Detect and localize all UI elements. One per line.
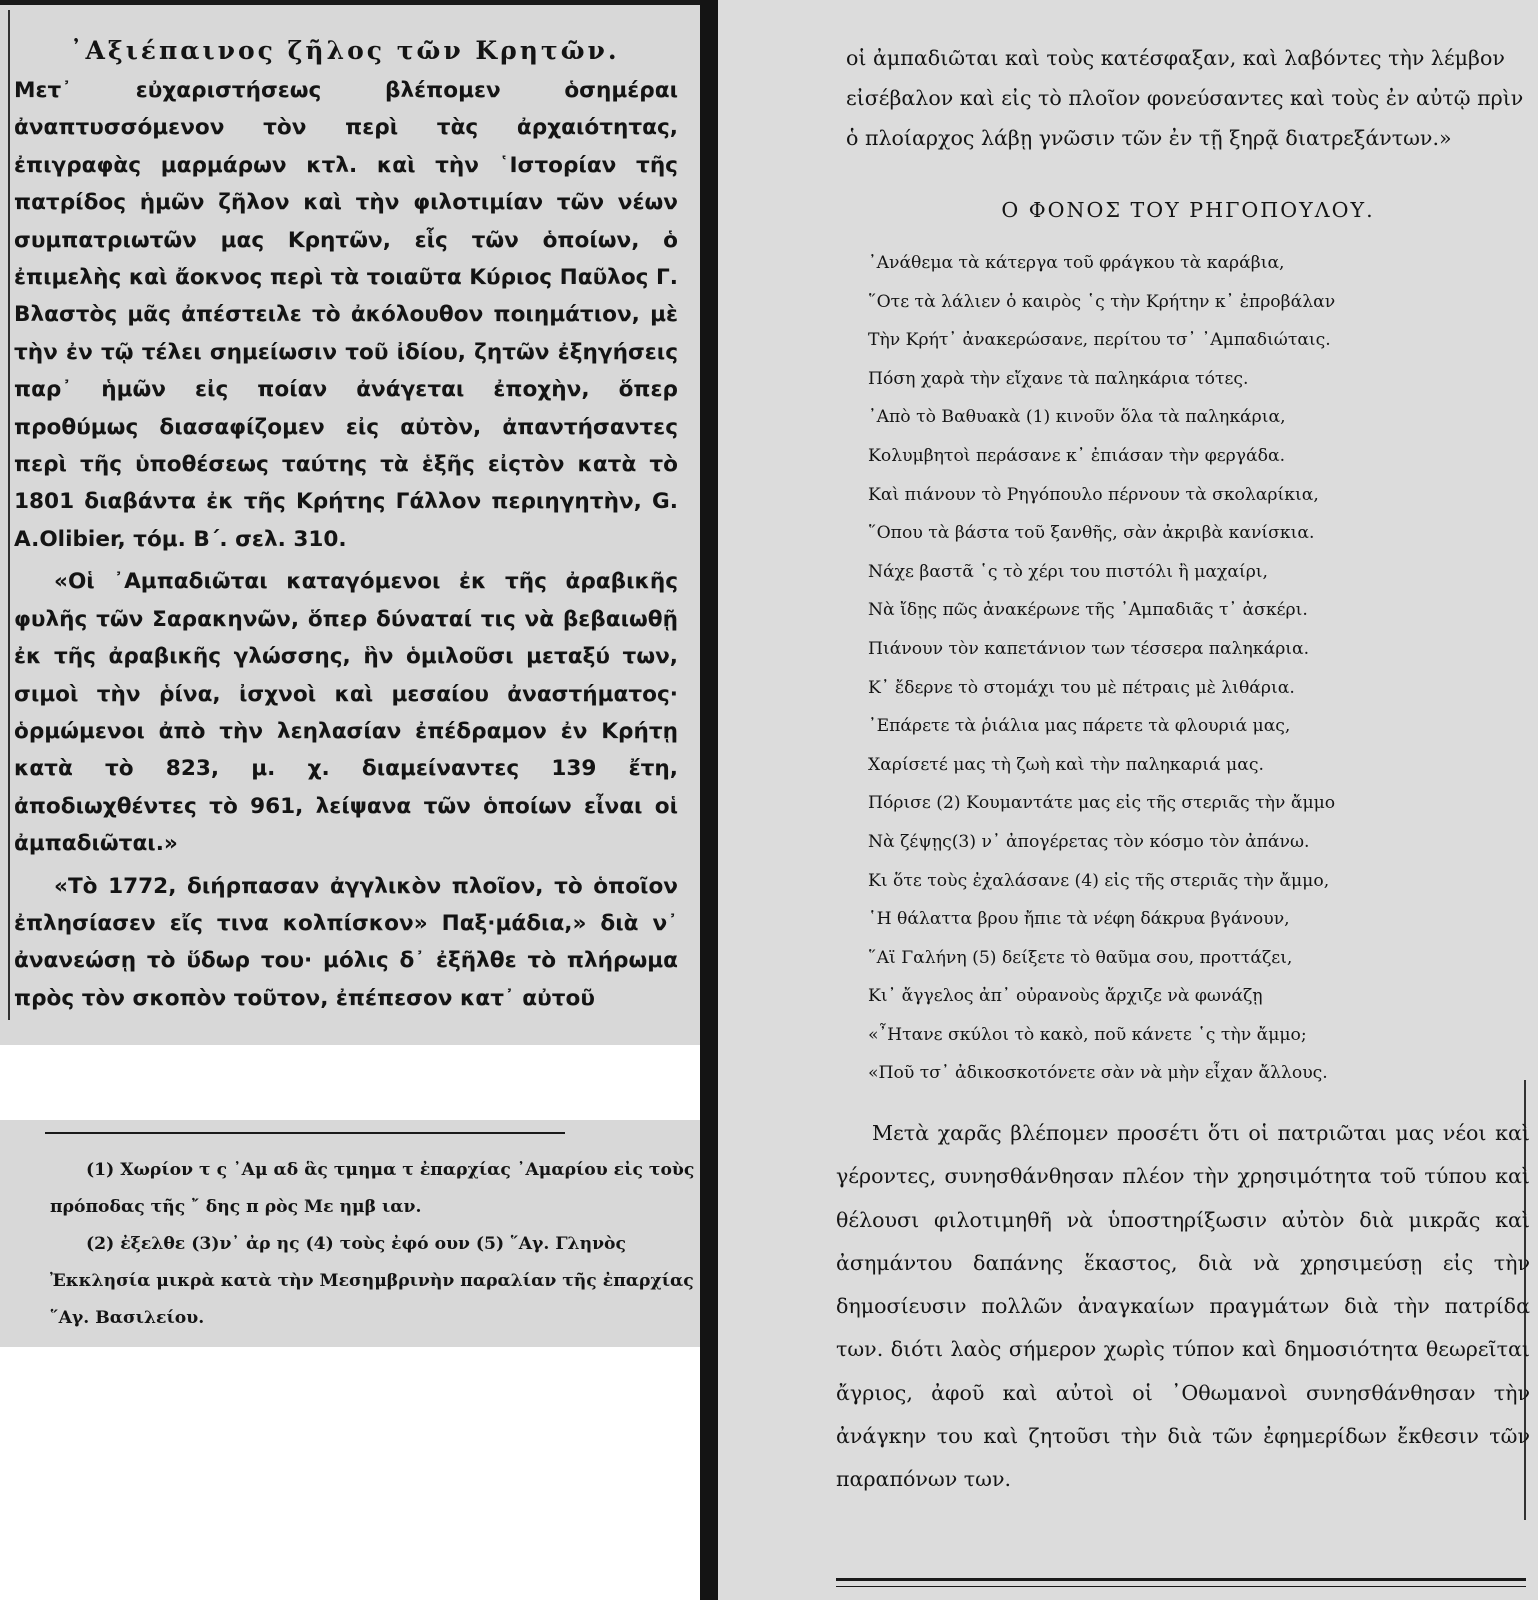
- poem-line: «῏Ητανε σκύλοι τὸ κακὸ, ποῦ κάνετε ῾ς τὴν ἄμμο;: [868, 1024, 1307, 1045]
- article-paragraph: «Οἱ ᾿Αμπαδιῶται καταγόμενοι ἐκ τῆς ἀραβικῆς φυλῆς τῶν Σαρακηνῶν, ὅπερ δύναταί τις νὰ βεβαιωθῇ ἐκ τῆς ἀραβικῆς γλώσσης, ἣν ὁμιλοῦσι μεταξύ των, σιμοὶ τὴν ῥίνα, ἰσχνοὶ καὶ μεσαίου ἀναστήματος· ὁρμώμενοι ἀπὸ τὴν λεηλασίαν ἐπέδραμον ἐν Κρήτῃ κατὰ τὸ 823, μ. χ. διαμείναντες 139 ἔτη, ἀποδιωχθέντες τὸ 961, λείψανα τῶν ὁποίων εἶναι οἱ ἀμπαδιῶται.»: [14, 569, 678, 857]
- poem-line: «Ποῦ τσ᾿ ἀδικοσκοτόνετε σὰν νὰ μὴν εἶχαν ἄλλους.: [868, 1063, 1328, 1084]
- poem-line: ᾿Ανάθεμα τὰ κάτεργα τοῦ φράγκου τὰ καράβια,: [868, 253, 1285, 273]
- poem-line: Πόση χαρὰ τὴν εἴχανε τὰ παληκάρια τότες.: [868, 368, 1249, 389]
- column-edge-rule: [8, 10, 10, 1020]
- poem-line: Πόρισε (2) Κουμαντάτε μας εἰς τῆς στεριᾶς τὴν ἄμμο: [868, 793, 1336, 814]
- footnotes: [50, 1152, 718, 1337]
- poem-line: Κι ὅτε τοὺς ἐχαλάσανε (4) εἰς τῆς στεριᾶς τὴν ἄμμο,: [868, 870, 1330, 891]
- article-body: [14, 72, 678, 1017]
- poem-line: Τὴν Κρήτ᾿ ἀνακερώσανε, περίτου τσ᾿ ᾿Αμπαδιώταις.: [868, 330, 1331, 351]
- poem-line: Νὰ ἴδῃς πῶς ἀνακέρωνε τῆς ᾿Αμπαδιᾶς τ᾿ ἀσκέρι.: [868, 600, 1308, 621]
- poem-line: ᾿Απὸ τὸ Βαθυακὰ (1) κινοῦν ὅλα τὰ παληκάρια,: [868, 407, 1286, 428]
- bottom-rule: [836, 1578, 1526, 1581]
- article-title: ᾿Αξιέπαινος ζῆλος τῶν Κρητῶν.: [70, 36, 620, 65]
- bottom-rule-thin: [836, 1586, 1526, 1587]
- left-article-clipping: [0, 0, 700, 1045]
- top-rule: [0, 0, 700, 5]
- footnote-rule: [45, 1132, 565, 1134]
- closing-paragraph: Μετὰ χαρᾶς βλέπομεν προσέτι ὅτι οἱ πατριῶται μας νέοι καὶ γέροντες, συνησθάνθησαν πλέον τὴν χρησιμότητα τοῦ τύπου καὶ θέλουσι φιλοτιμηθῆ νὰ ὑποστηρίξωσιν αὐτὸν διὰ μικρᾶς καὶ ἀσημάντου δαπάνης ἕκαστος, διὰ νὰ χρησιμεύσῃ εἰς τὴν δημοσίευσιν πολλῶν ἀναγκαίων πραγμάτων διὰ τὴν πατρίδα των. διότι λαὸς σήμερον χωρὶς τύπον καὶ δημοσιότητα θεωρεῖται ἄγριος, ἀφοῦ καὶ αὐτοὶ οἱ ᾿Οθωμανοὶ συνησθάνθησαν τὴν ἀνάγκην του καὶ ζητοῦσι τὴν διὰ τῶν ἐφημερίδων ἔκθεσιν τῶν παραπόνων των.: [836, 1121, 1530, 1492]
- continued-text: [846, 38, 1528, 158]
- closing-text: [836, 1112, 1530, 1502]
- poem-line: Κι᾿ ἄγγελος ἀπ᾿ οὐρανοὺς ἄρχιζε νὰ φωνάζῃ: [868, 986, 1263, 1007]
- poem-title: Ο ΦΟΝΟΣ ΤΟΥ ΡΗΓΟΠΟΥΛΟΥ.: [1001, 198, 1375, 222]
- article-paragraph: «Τὸ 1772, διήρπασαν ἀγγλικὸν πλοῖον, τὸ ὁποῖον ἐπλησίασεν εἴς τινα κολπίσκον» Παξ·μάδια,» διὰ ν᾿ ἀνανεώσῃ τὸ ὕδωρ του· μόλις δ᾿ ἐξῆλθε τὸ πλήρωμα πρὸς τὸν σκοπὸν τοῦτον, ἐπέπεσον κατ᾿ αὐτοῦ: [14, 873, 678, 1011]
- article-paragraph: Μετ᾿ εὐχαριστήσεως βλέπομεν ὁσημέραι ἀναπτυσσόμενον τὸν περὶ τὰς ἀρχαιότητας, ἐπιγραφὰς μαρμάρων κτλ. καὶ τὴν ῾Ιστορίαν τῆς πατρίδος ἡμῶν ζῆλον καὶ τὴν φιλοτιμίαν τῶν νέων συμπατριωτῶν μας Κρητῶν, εἷς τῶν ὁποίων, ὁ ἐπιμελὴς καὶ ἄοκνος περὶ τὰ τοιαῦτα Κύριος Παῦλος Γ. Βλαστὸς μᾶς ἀπέστειλε τὸ ἀκόλουθον ποιημάτιον, μὲ τὴν ἐν τῷ τέλει σημείωσιν τοῦ ἰδίου, ζητῶν ἐξηγήσεις παρ᾿ ἡμῶν εἰς ποίαν ἀνάγεται ἐποχὴν, ὅπερ προθύμως διασαφίζομεν εἰς αὐτὸν, ἀπαντήσαντες περὶ τῆς ὑποθέσεως ταύτης τὰ ἑξῆς εἰςτὸν κατὰ τὸ 1801 διαβάντα ἐκ τῆς Κρήτης Γάλλον περιηγητὴν, G. A.Olibier, τόμ. Β΄. σελ. 310.: [14, 78, 678, 552]
- poem: [868, 244, 1532, 1093]
- page-gutter: [700, 0, 718, 1600]
- continued-paragraph: οἱ ἀμπαδιῶται καὶ τοὺς κατέσφαξαν, καὶ λαβόντες τὴν λέμβον εἰσέβαλον καὶ εἰς τὸ πλοῖον φονεύσαντες καὶ τοὺς ἐν αὐτῷ πρὶν ὁ πλοίαρχος λάβῃ γνῶσιν τῶν ἐν τῇ ξηρᾷ διατρεξάντων.»: [846, 46, 1524, 150]
- poem-line: ῞Οτε τὰ λάλιεν ὁ καιρὸς ῾ς τὴν Κρήτην κ᾿ ἐπροβάλαν: [868, 291, 1336, 312]
- poem-line: Νὰ ζέψῃς(3) ν᾿ ἀπογέρετας τὸν κόσμο τὸν ἀπάνω.: [868, 831, 1310, 852]
- footnote: (1) Χωρίον τ ς ᾿Αμ αδ ἃς τμημα τ ἐπαρχίας ᾿Αμαρίου εἰς τοὺς πρόποδας τῆς ῎ δης π ρὸς Με ημβ ιαν.: [50, 1160, 695, 1217]
- poem-line: ῞Οπου τὰ βάστα τοῦ ξανθῆς, σὰν ἀκριβὰ κανίσκια.: [868, 523, 1315, 544]
- poem-line: Πιάνουν τὸν καπετάνιον των τέσσερα παληκάρια.: [868, 638, 1310, 659]
- poem-line: ῾Η θάλαττα βρου ἤπιε τὰ νέφη δάκρυα βγάνουν,: [868, 909, 1290, 930]
- poem-line: Καὶ πιάνουν τὸ Ρηγόπουλο πέρνουν τὰ σκολαρίκια,: [868, 484, 1319, 505]
- poem-line: ᾿Επάρετε τὰ ῥιάλια μας πάρετε τὰ φλουριά μας,: [868, 716, 1291, 737]
- poem-line: Κ᾿ ἔδερνε τὸ στομάχι του μὲ πέτραις μὲ λιθάρια.: [868, 677, 1295, 698]
- poem-line: ῞Αϊ Γαλήνη (5) δείξετε τὸ θαῦμα σου, προττάζει,: [868, 947, 1293, 968]
- footnote: (2) ἐξελθε (3)ν᾿ ἀρ ης (4) τοὺς ἐφό ουν (5) ῞Αγ. Γληνὸς Ἐκκλησία μικρὰ κατὰ τὴν Μεσημβρινὴν παραλίαν τῆς ἐπαρχίας ῞Αγ. Βασιλείου.: [50, 1234, 694, 1328]
- poem-line: Νάχε βαστᾶ ῾ς τὸ χέρι του πιστόλι ἢ μαχαίρι,: [868, 561, 1269, 582]
- poem-line: Κολυμβητοὶ περάσανε κ᾿ ἐπιάσαν τὴν φεργάδα.: [868, 445, 1286, 466]
- poem-line: Χαρίσετέ μας τὴ ζωὴ καὶ τὴν παληκαριά μας.: [868, 754, 1264, 775]
